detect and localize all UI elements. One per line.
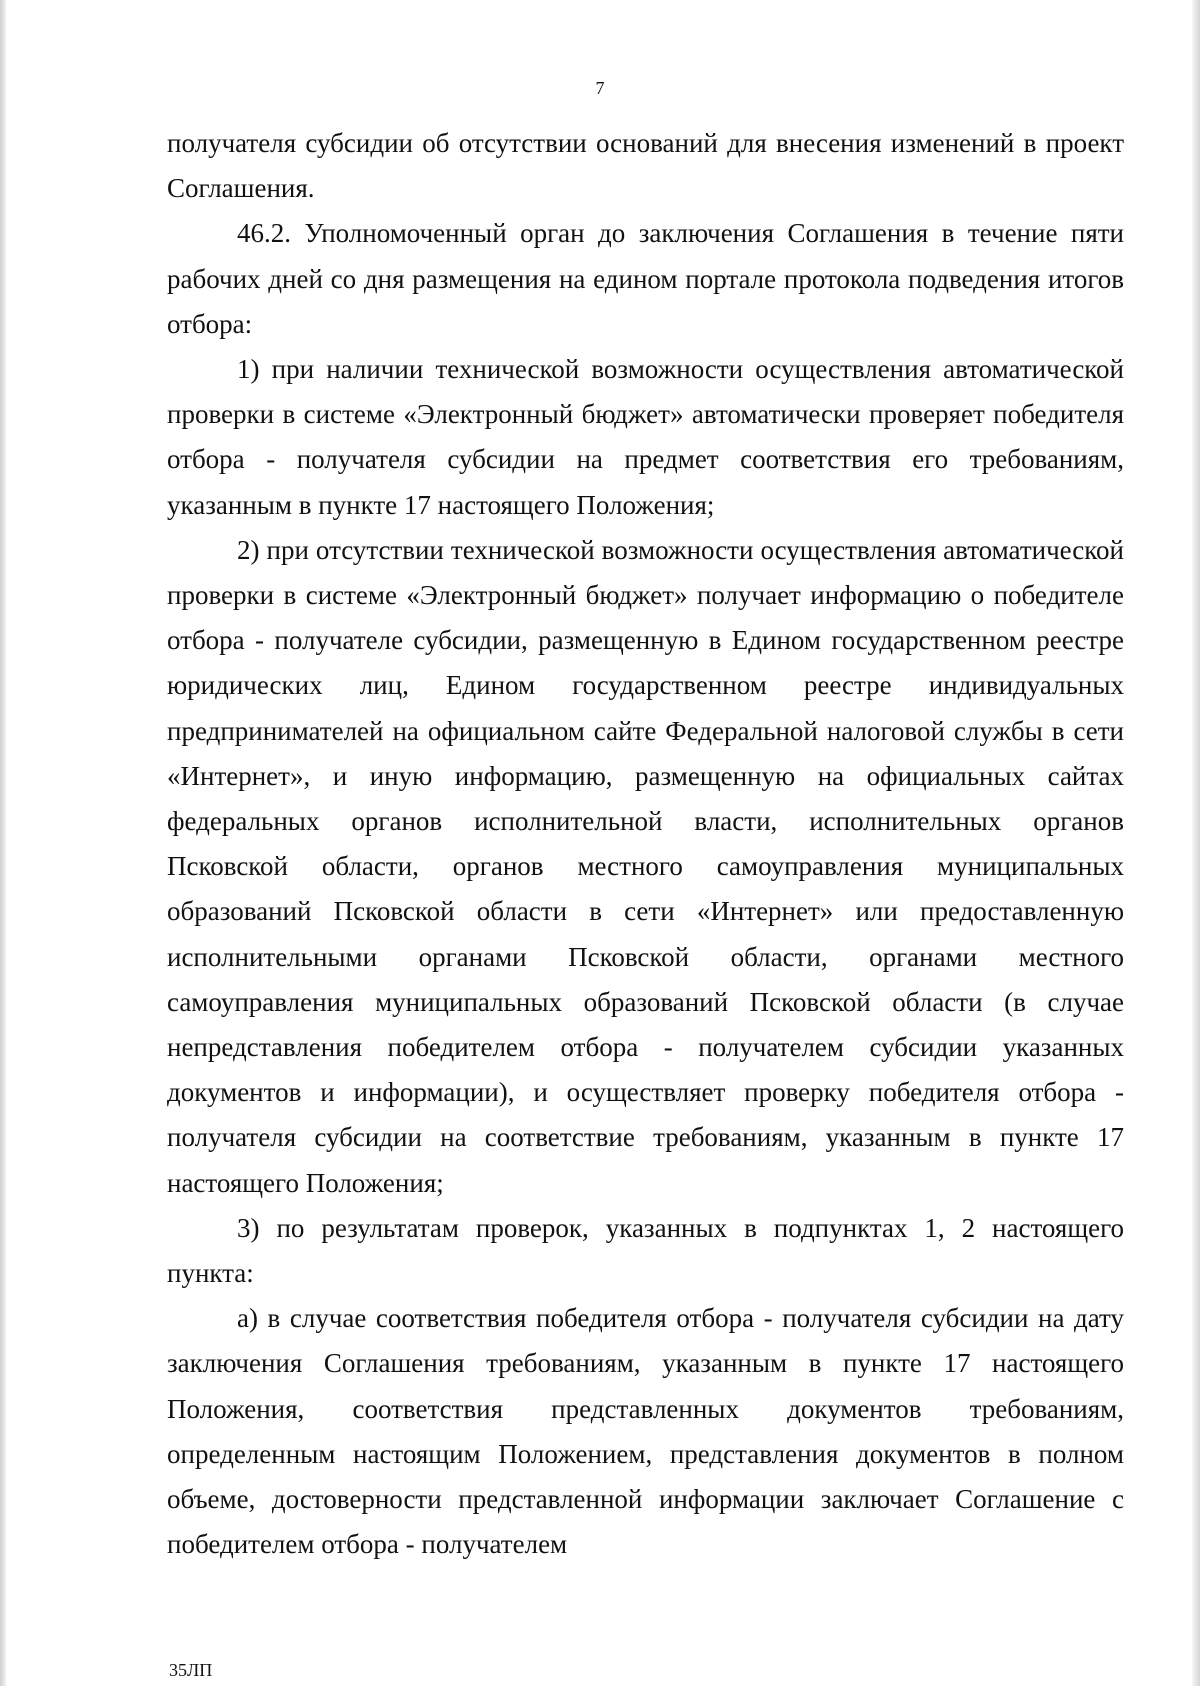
page-number: 7 [595, 78, 605, 98]
paragraph-item-3: 3) по результатам проверок, указанных в подпунктах 1, 2 настоящего пункта: [167, 1212, 1124, 1289]
document-body [167, 121, 1124, 1568]
scan-left-edge [0, 0, 6, 1686]
document-code: 35ЛП [169, 1660, 213, 1680]
paragraph-item-2: 2) при отсутствии технической возможности осуществления автоматической проверки в системе «Электронный бюджет» получает информацию о победителе отбора - получателе субсидии, размещенную в Едином государственном реестре юридических лиц, Едином государственном реестре индивидуальных предпринимателей на официальном сайте Федеральной налоговой службы в сети «Интернет», и иную информацию, размещенную на официальных сайтах федеральных органов исполнительной власти, исполнительных органов Псковской области, органов местного самоуправления муниципальных образований Псковской области в сети «Интернет» или предоставленную исполнительными органами Псковской области, органами местного самоуправления муниципальных образований Псковской области (в случае непредставления победителем отбора - получателем субсидии указанных документов и информации), и осуществляет проверку победителя отбора - получателя субсидии на соответствие требованиям, указанным в пункте 17 настоящего Положения; [167, 534, 1124, 1198]
paragraph-subitem-a: а) в случае соответствия победителя отбора - получателя субсидии на дату заключения Соглашения требованиям, указанным в пункте 17 настоящего Положения, соответствия представленных документов требованиям, определенным настоящим Положением, представления документов в полном объеме, достоверности представленной информации заключает Соглашение с победителем отбора - получателем [167, 1303, 1124, 1560]
paragraph-46-2: 46.2. Уполномоченный орган до заключения Соглашения в течение пяти рабочих дней со дня размещения на едином портале протокола подведения итогов отбора: [167, 218, 1124, 339]
scan-right-edge [1192, 0, 1200, 1686]
paragraph-continuation: получателя субсидии об отсутствии оснований для внесения изменений в проект Соглашения. [167, 128, 1124, 204]
paragraph-item-1: 1) при наличии технической возможности осуществления автоматической проверки в системе «Электронный бюджет» автоматически проверяет победителя отбора - получателя субсидии на предмет соответствия его требованиям, указанным в пункте 17 настоящего Положения; [167, 354, 1124, 520]
